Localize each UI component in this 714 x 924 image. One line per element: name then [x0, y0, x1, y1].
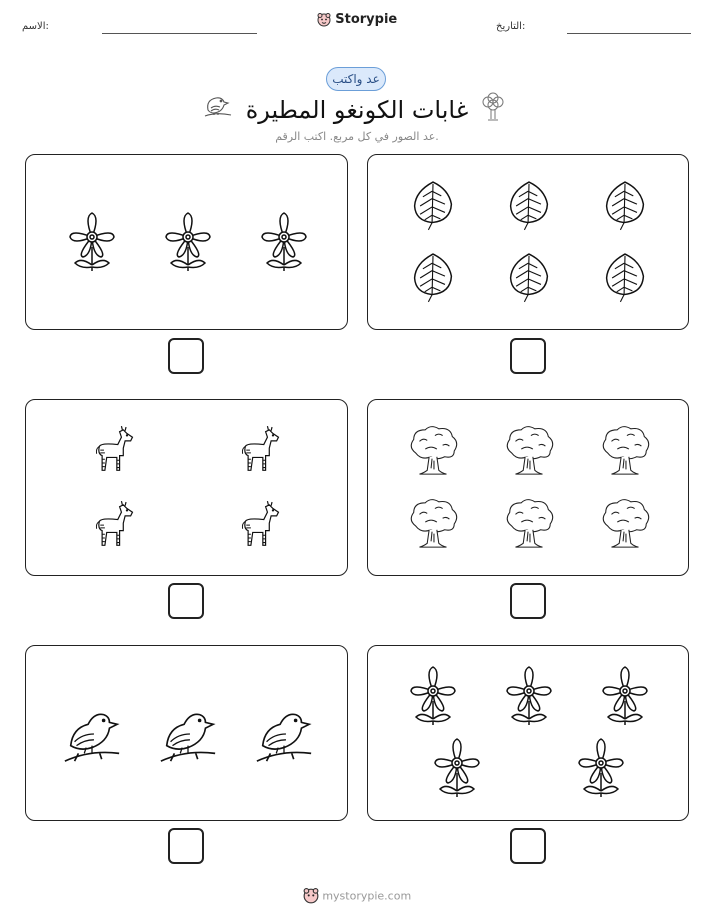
flower-icon [163, 211, 213, 275]
flower-icon [408, 665, 458, 729]
brand [0, 12, 714, 27]
flower-icon [576, 737, 626, 801]
count-panel [367, 399, 689, 576]
footer-url: mystorypie.com [322, 889, 412, 903]
tree-icon [502, 424, 556, 478]
flower-icon [67, 211, 117, 275]
answer-box[interactable] [168, 338, 204, 374]
leaf-icon [506, 178, 552, 234]
count-panel [367, 154, 689, 330]
okapi-icon [92, 425, 138, 477]
answer-box[interactable] [168, 583, 204, 619]
leaf-icon [410, 250, 456, 306]
answer-box[interactable] [168, 828, 204, 864]
answer-box[interactable] [510, 338, 546, 374]
answer-box[interactable] [510, 828, 546, 864]
tree-icon [598, 497, 652, 551]
answer-box[interactable] [510, 583, 546, 619]
bird-icon [253, 703, 315, 765]
bird-icon [202, 92, 234, 120]
tree-icon [598, 424, 652, 478]
date-line[interactable] [567, 33, 691, 34]
brand-name: Storypie [335, 12, 398, 27]
tree-icon [406, 424, 460, 478]
tree-icon [406, 497, 460, 551]
count-panel [25, 645, 348, 821]
flower-icon [600, 665, 650, 729]
bird-icon [157, 703, 219, 765]
instructions: عد الصور في كل مربع. اكتب الرقم. [275, 130, 439, 143]
count-panel [25, 154, 348, 330]
mascot-icon [303, 888, 319, 904]
leaf-icon [602, 178, 648, 234]
tree-icon [502, 497, 556, 551]
leaf-icon [602, 250, 648, 306]
count-panel [367, 645, 689, 821]
okapi-icon [92, 500, 138, 552]
page-title: غابات الكونغو المطيرة [245, 96, 469, 124]
flower-icon [259, 211, 309, 275]
name-line[interactable] [102, 33, 257, 34]
date-label: التاريخ: [496, 21, 526, 32]
mascot-icon [317, 13, 331, 27]
footer [0, 888, 714, 904]
name-label: الاسم: [22, 21, 49, 32]
okapi-icon [238, 500, 284, 552]
activity-badge: عد واكتب [326, 67, 386, 91]
okapi-icon [238, 425, 284, 477]
count-panel [25, 399, 348, 576]
leaf-icon [506, 250, 552, 306]
leaf-icon [410, 178, 456, 234]
flower-icon [504, 665, 554, 729]
flower-icon [432, 737, 482, 801]
bird-icon [61, 703, 123, 765]
